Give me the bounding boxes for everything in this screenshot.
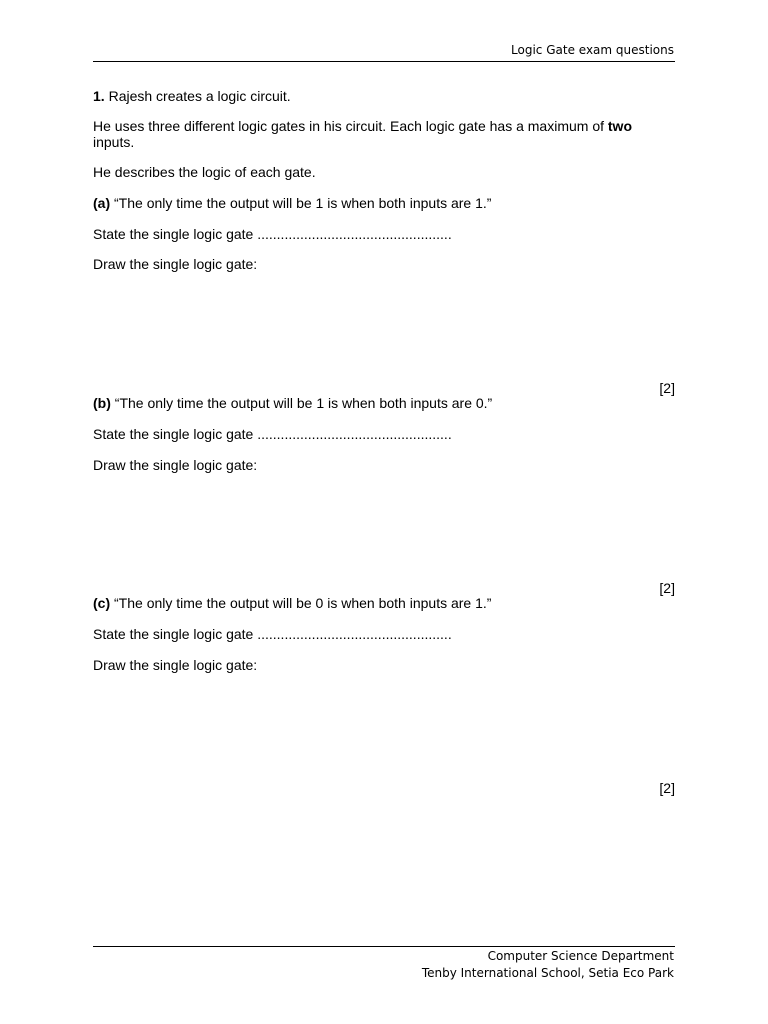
part-a-question (93, 195, 491, 211)
footer-school: Tenby International School, Setia Eco Park (421, 966, 674, 980)
header-divider (93, 61, 675, 62)
part-b-label: (b) (93, 395, 111, 411)
part-c-draw-prompt: Draw the single logic gate: (93, 657, 258, 673)
part-a-quote: “The only time the output will be 1 is when both inputs are 1.” (114, 195, 492, 211)
part-b-draw-prompt: Draw the single logic gate: (93, 457, 258, 473)
part-a-label: (a) (93, 195, 111, 211)
part-c-drawing-area[interactable] (93, 677, 675, 777)
part-c-question (93, 595, 491, 611)
question-describes: He describes the logic of each gate. (93, 164, 316, 180)
page-header-title: Logic Gate exam questions (511, 43, 674, 57)
description-text-start: He uses three different logic gates in his circuit. Each logic gate has a maximum of (93, 118, 604, 134)
part-c-marks: [2] (659, 780, 675, 796)
part-a-state-prompt[interactable]: State the single logic gate .................................................. (93, 226, 452, 242)
part-b-drawing-area[interactable] (93, 477, 675, 577)
footer-department: Computer Science Department (487, 949, 674, 963)
part-a-draw-prompt: Draw the single logic gate: (93, 256, 258, 272)
part-c-label: (c) (93, 595, 111, 611)
part-b-quote: “The only time the output will be 1 is when both inputs are 0.” (114, 395, 493, 411)
description-emphasis: two (607, 118, 632, 134)
question-description (93, 118, 658, 150)
part-b-state-prompt[interactable]: State the single logic gate .................................................. (93, 426, 452, 442)
part-c-state-prompt[interactable]: State the single logic gate .................................................. (93, 626, 452, 642)
question-intro-text: Rajesh creates a logic circuit. (108, 88, 291, 104)
part-a-marks: [2] (659, 380, 675, 396)
part-b-question (93, 395, 492, 411)
part-b-marks: [2] (659, 580, 675, 596)
part-c-quote: “The only time the output will be 0 is when both inputs are 1.” (114, 595, 492, 611)
question-intro (93, 88, 291, 104)
part-a-drawing-area[interactable] (93, 276, 675, 376)
question-number: 1. (93, 88, 105, 104)
footer-divider (93, 946, 675, 947)
description-text-end: inputs. (93, 134, 135, 150)
